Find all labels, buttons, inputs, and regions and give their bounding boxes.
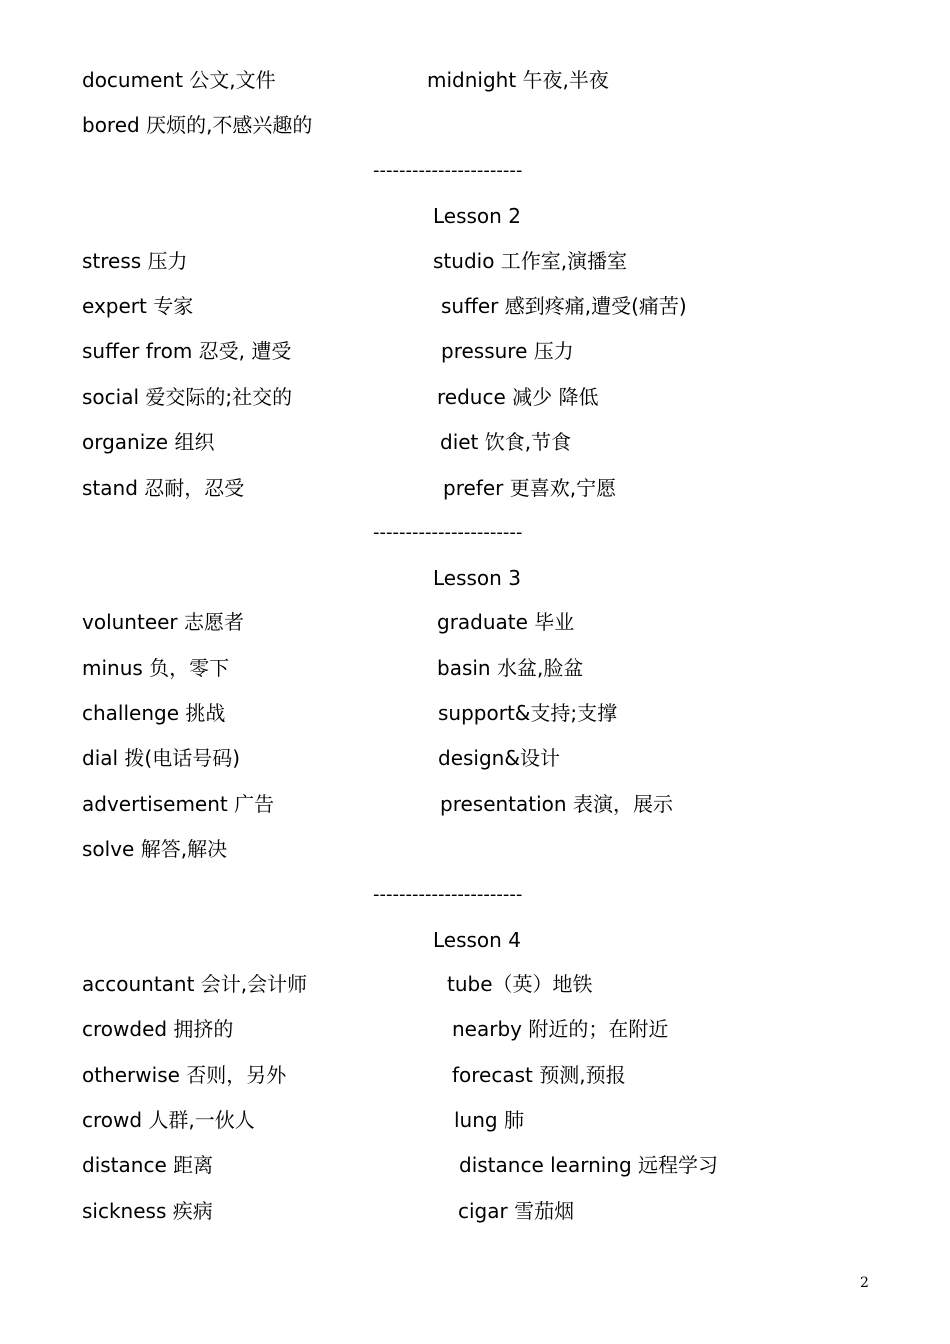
vocab-entry: diet 饮食,节食 xyxy=(440,430,572,454)
section-separator: ----------------------- xyxy=(373,884,523,905)
vocab-entry: midnight 午夜,半夜 xyxy=(427,68,609,92)
vocab-entry: solve 解答,解决 xyxy=(82,837,228,861)
vocab-entry: graduate 毕业 xyxy=(437,610,575,634)
lesson-heading: Lesson 4 xyxy=(433,928,521,952)
vocab-entry: organize 组织 xyxy=(82,430,215,454)
vocab-entry: suffer from 忍受, 遭受 xyxy=(82,339,292,363)
vocab-entry: challenge 挑战 xyxy=(82,701,226,725)
vocab-entry: volunteer 志愿者 xyxy=(82,610,245,634)
vocab-entry: presentation 表演，展示 xyxy=(440,792,673,816)
vocab-entry: accountant 会计,会计师 xyxy=(82,972,308,996)
vocab-entry: bored 厌烦的,不感兴趣的 xyxy=(82,113,313,137)
vocab-entry: pressure 压力 xyxy=(441,339,574,363)
vocab-entry: social 爱交际的;社交的 xyxy=(82,385,293,409)
vocab-entry: nearby 附近的；在附近 xyxy=(452,1017,669,1041)
vocab-entry: cigar 雪茄烟 xyxy=(458,1199,575,1223)
page-number: 2 xyxy=(860,1275,869,1291)
vocab-entry: forecast 预测,预报 xyxy=(452,1063,626,1087)
vocab-entry: reduce 减少 降低 xyxy=(437,385,599,409)
vocab-entry: prefer 更喜欢,宁愿 xyxy=(443,476,617,500)
vocab-entry: sickness 疾病 xyxy=(82,1199,213,1223)
vocab-entry: crowd 人群,一伙人 xyxy=(82,1108,255,1132)
section-separator: ----------------------- xyxy=(373,160,523,181)
vocab-entry: suffer 感到疼痛,遭受(痛苦) xyxy=(441,294,687,318)
vocab-entry: stand 忍耐，忍受 xyxy=(82,476,245,500)
lesson-heading: Lesson 3 xyxy=(433,566,521,590)
vocab-entry: stress 压力 xyxy=(82,249,188,273)
section-separator: ----------------------- xyxy=(373,522,523,543)
lesson-heading: Lesson 2 xyxy=(433,204,521,228)
vocab-entry: basin 水盆,脸盆 xyxy=(437,656,584,680)
vocab-entry: studio 工作室,演播室 xyxy=(433,249,628,273)
vocab-entry: minus 负，零下 xyxy=(82,656,230,680)
vocab-entry: crowded 拥挤的 xyxy=(82,1017,234,1041)
vocab-entry: dial 拨(电话号码) xyxy=(82,746,241,770)
vocab-entry: distance 距离 xyxy=(82,1153,214,1177)
vocab-entry: expert 专家 xyxy=(82,294,194,318)
vocab-entry: otherwise 否则，另外 xyxy=(82,1063,287,1087)
vocab-entry: document 公文,文件 xyxy=(82,68,276,92)
vocab-entry: tube（英）地铁 xyxy=(447,972,593,996)
vocab-entry: distance learning 远程学习 xyxy=(459,1153,719,1177)
vocab-entry: support&支持;支撑 xyxy=(438,701,618,725)
vocab-entry: lung 肺 xyxy=(454,1108,524,1132)
vocab-entry: advertisement 广告 xyxy=(82,792,275,816)
vocab-entry: design&设计 xyxy=(438,746,560,770)
